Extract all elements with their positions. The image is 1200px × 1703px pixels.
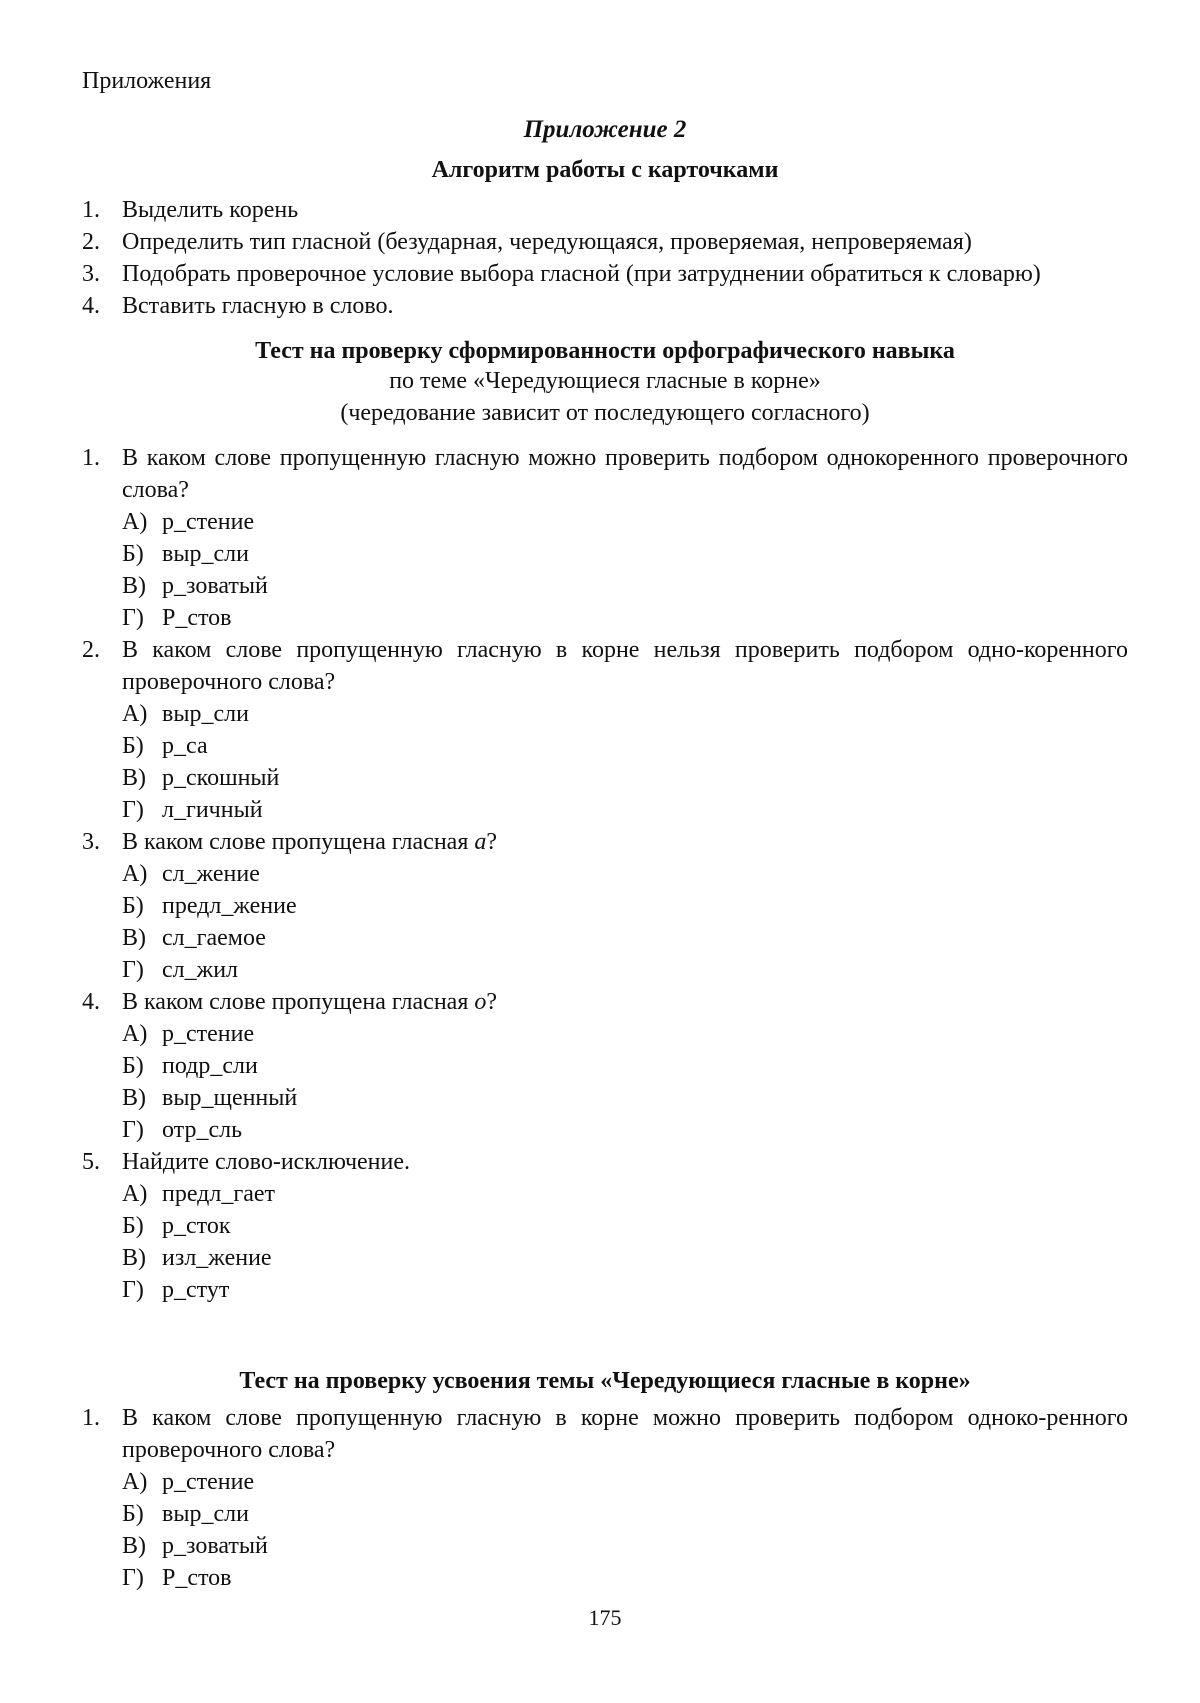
question-text [122, 634, 1128, 698]
step-text: Выделить корень [122, 197, 299, 223]
question-number: 2. [82, 637, 100, 663]
question-text [122, 826, 1128, 858]
option-letter: В) [122, 1245, 146, 1271]
option-letter: В) [122, 925, 146, 951]
question-body [122, 826, 1128, 986]
option-letter: А) [122, 701, 148, 727]
list-item [82, 258, 1128, 290]
question-body [122, 634, 1128, 826]
answer-option [122, 698, 1128, 730]
option-text: выр_сли [162, 1501, 249, 1527]
option-text: р_стение [162, 1469, 255, 1495]
option-letter: Г) [122, 1277, 144, 1303]
list-item [82, 290, 1128, 322]
test1-title: Тест на проверку сформированности орфографического навыка [255, 338, 955, 364]
page-number: 175 [588, 1605, 622, 1630]
test1-questions [82, 442, 1128, 1306]
question-tail: ? [486, 829, 498, 855]
option-letter: В) [122, 573, 146, 599]
question-vowel: о [474, 989, 487, 1015]
answer-options [122, 1178, 1128, 1306]
option-text: р_стение [162, 1021, 255, 1047]
answer-option [122, 794, 1128, 826]
question-text-main: В каком слове пропущена гласная [122, 829, 475, 855]
answer-option [122, 1562, 1128, 1594]
question-number: 4. [82, 989, 100, 1015]
answer-option [122, 1274, 1128, 1306]
running-head: Приложения [82, 68, 212, 94]
option-letter: Г) [122, 797, 144, 823]
option-text: р_са [162, 733, 208, 759]
option-text: р_зоватый [162, 1533, 268, 1559]
answer-options [122, 1466, 1128, 1594]
answer-option [122, 858, 1128, 890]
question-text-main: Найдите слово-исключение. [122, 1149, 411, 1175]
answer-option [122, 1050, 1128, 1082]
option-letter: В) [122, 765, 146, 791]
option-text: выр_сли [162, 541, 249, 567]
question-item [82, 634, 1128, 826]
answer-option [122, 1466, 1128, 1498]
option-text: р_зоватый [162, 573, 268, 599]
question-text [122, 1402, 1128, 1466]
test2-questions [82, 1402, 1128, 1594]
question-item [82, 1146, 1128, 1306]
option-letter: Г) [122, 1117, 144, 1143]
option-text: сл_жил [162, 957, 239, 983]
option-text: выр_щенный [162, 1085, 298, 1111]
option-text: Р_стов [162, 605, 232, 631]
question-text-main: В каком слове пропущенную гласную в корне можно проверить подбором одноко-ренного проверочного слова? [122, 1405, 1128, 1463]
option-text: р_стут [162, 1277, 230, 1303]
question-body [122, 986, 1128, 1146]
answer-options [122, 1018, 1128, 1146]
option-letter: Б) [122, 893, 144, 919]
option-letter: Б) [122, 1213, 144, 1239]
test1-heading [82, 338, 1128, 429]
question-text [122, 986, 1128, 1018]
answer-options [122, 698, 1128, 826]
option-letter: Б) [122, 1501, 144, 1527]
answer-option [122, 1114, 1128, 1146]
option-text: отр_сль [162, 1117, 243, 1143]
question-text-main: В каком слове пропущена гласная [122, 989, 475, 1015]
answer-option [122, 1178, 1128, 1210]
question-item [82, 986, 1128, 1146]
option-letter: Г) [122, 957, 144, 983]
algorithm-steps [82, 194, 1128, 322]
answer-option [122, 762, 1128, 794]
option-letter: Г) [122, 1565, 144, 1591]
option-text: подр_сли [162, 1053, 258, 1079]
appendix-subtitle: Алгоритм работы с карточками [431, 157, 779, 183]
question-number: 3. [82, 829, 100, 855]
appendix-title: Приложение 2 [523, 116, 687, 143]
answer-option [122, 570, 1128, 602]
option-letter: Б) [122, 1053, 144, 1079]
question-body [122, 1402, 1128, 1594]
option-text: предл_жение [162, 893, 297, 919]
question-item [82, 1402, 1128, 1594]
answer-option [122, 890, 1128, 922]
option-text: р_сток [162, 1213, 231, 1239]
option-letter: Г) [122, 605, 144, 631]
option-text: изл_жение [162, 1245, 272, 1271]
option-text: сл_жение [162, 861, 260, 887]
answer-options [122, 506, 1128, 634]
list-item [82, 194, 1128, 226]
option-text: предл_гает [162, 1181, 276, 1207]
question-number: 1. [82, 445, 100, 471]
answer-option [122, 1242, 1128, 1274]
question-text-main: В каком слове пропущенную гласную можно проверить подбором однокоренного проверочного слова? [122, 445, 1128, 503]
option-letter: А) [122, 509, 148, 535]
step-text: Подобрать проверочное условие выбора гласной (при затруднении обратиться к словарю) [122, 261, 1041, 287]
answer-option [122, 602, 1128, 634]
answer-option [122, 922, 1128, 954]
answer-option [122, 730, 1128, 762]
option-letter: А) [122, 1469, 148, 1495]
option-letter: А) [122, 1021, 148, 1047]
test1-subtitle-note: (чередование зависит от последующего согласного) [340, 400, 870, 426]
answer-option [122, 954, 1128, 986]
question-text-main: В каком слове пропущенную гласную в корне нельзя проверить подбором одно-коренного проверочного слова? [122, 637, 1128, 695]
step-number: 1. [82, 197, 100, 223]
option-text: л_гичный [162, 797, 263, 823]
option-text: Р_стов [162, 1565, 232, 1591]
option-letter: А) [122, 861, 148, 887]
question-tail: ? [486, 989, 498, 1015]
list-item [82, 226, 1128, 258]
answer-option [122, 1210, 1128, 1242]
question-item [82, 826, 1128, 986]
answer-option [122, 538, 1128, 570]
answer-option [122, 506, 1128, 538]
question-text [122, 1146, 1128, 1178]
step-number: 2. [82, 229, 100, 255]
answer-option [122, 1530, 1128, 1562]
step-number: 4. [82, 293, 100, 319]
step-text: Определить тип гласной (безударная, чередующаяся, проверяемая, непроверяемая) [122, 229, 972, 255]
option-letter: В) [122, 1533, 146, 1559]
answer-option [122, 1498, 1128, 1530]
question-number: 5. [82, 1149, 100, 1175]
question-body [122, 1146, 1128, 1306]
answer-option [122, 1018, 1128, 1050]
step-number: 3. [82, 261, 100, 287]
question-item [82, 442, 1128, 634]
question-number: 1. [82, 1405, 100, 1431]
option-text: р_стение [162, 509, 255, 535]
answer-option [122, 1082, 1128, 1114]
answer-options [122, 858, 1128, 986]
question-vowel: а [474, 829, 487, 855]
option-text: выр_сли [162, 701, 249, 727]
question-body [122, 442, 1128, 634]
option-text: сл_гаемое [162, 925, 266, 951]
option-letter: В) [122, 1085, 146, 1111]
test2-title: Тест на проверку усвоения темы «Чередующиеся гласные в корне» [239, 1368, 971, 1394]
step-text: Вставить гласную в слово. [122, 293, 394, 319]
question-text [122, 442, 1128, 506]
option-letter: Б) [122, 733, 144, 759]
option-text: р_скошный [162, 765, 280, 791]
option-letter: А) [122, 1181, 148, 1207]
test1-subtitle: по теме «Чередующиеся гласные в корне» [389, 368, 821, 394]
option-letter: Б) [122, 541, 144, 567]
